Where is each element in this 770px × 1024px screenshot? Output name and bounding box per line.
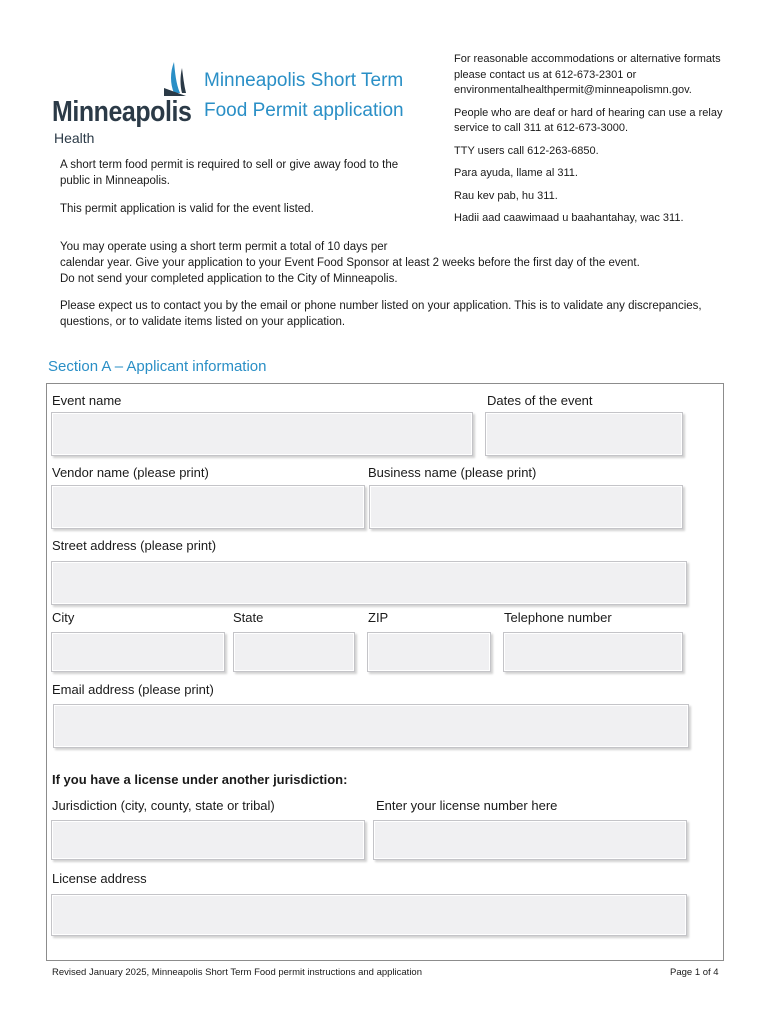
zip-label: ZIP (368, 610, 389, 625)
instructions-text (60, 239, 740, 341)
city-input[interactable] (51, 632, 225, 672)
vendor-name-label: Vendor name (please print) (52, 465, 209, 480)
license-number-label: Enter your license number here (376, 798, 558, 813)
contact-info (454, 52, 754, 234)
email-label: Email address (please print) (52, 682, 214, 697)
instructions-line-2: calendar year. Give your application to your Event Food Sponsor at least 2 weeks before the first day of the event. (60, 257, 640, 269)
intro-paragraph-1: A short term food permit is required to sell or give away food to the public in Minneapolis. (60, 159, 399, 187)
instructions-paragraph-1 (60, 239, 740, 287)
hmong-help-text: Rau kev pab, hu 311. (454, 189, 558, 202)
other-jurisdiction-heading: If you have a license under another jurisdiction: (52, 772, 348, 787)
tty-text: TTY users call 612-263-6850. (454, 144, 599, 157)
page-title-line1: Minneapolis Short Term (204, 70, 404, 91)
street-address-label: Street address (please print) (52, 538, 217, 553)
event-dates-input[interactable] (485, 412, 683, 456)
instructions-line-3: Do not send your completed application to the City of Minneapolis. (60, 273, 398, 285)
page-title (204, 66, 404, 126)
jurisdiction-label: Jurisdiction (city, county, state or tribal) (52, 798, 275, 813)
minneapolis-health-logo (52, 58, 212, 148)
license-address-label: License address (52, 871, 147, 886)
email-input[interactable] (53, 704, 689, 748)
event-dates-label: Dates of the event (487, 393, 593, 408)
vendor-name-input[interactable] (51, 485, 365, 529)
state-label: State (233, 610, 264, 625)
intro-paragraph-2: This permit application is valid for the event listed. (60, 203, 314, 215)
zip-input[interactable] (367, 632, 491, 672)
business-name-label: Business name (please print) (368, 465, 537, 480)
spanish-help-text: Para ayuda, llame al 311. (454, 167, 578, 179)
logo-name: Minneapolis (52, 96, 192, 128)
footer-revision: Revised January 2025, Minneapolis Short Term Food permit instructions and application (52, 967, 422, 978)
somali-help-text: Hadii aad caawimaad u baahantahay, wac 311. (454, 212, 684, 224)
event-name-label: Event name (52, 393, 122, 408)
event-name-input[interactable] (51, 412, 473, 456)
logo-sail-icon (160, 60, 188, 96)
business-name-input[interactable] (369, 485, 683, 529)
footer-page-number: Page 1 of 4 (670, 967, 719, 978)
city-label: City (52, 610, 75, 625)
jurisdiction-input[interactable] (51, 820, 365, 860)
telephone-input[interactable] (503, 632, 683, 672)
telephone-label: Telephone number (504, 610, 612, 625)
logo-subtitle: Health (54, 130, 95, 146)
applicant-form (46, 383, 724, 961)
license-number-input[interactable] (373, 820, 687, 860)
street-address-input[interactable] (51, 561, 687, 605)
section-a-title: Section A – Applicant information (48, 358, 267, 375)
state-input[interactable] (233, 632, 355, 672)
intro-text (60, 157, 430, 229)
license-address-input[interactable] (51, 894, 687, 936)
instructions-paragraph-2: Please expect us to contact you by the email or phone number listed on your application. This is to validate any discrepancies, questions, or to validate items listed on your application. (60, 300, 702, 328)
relay-service-text: People who are deaf or hard of hearing can use a relay service to call 311 at 612-673-3000. (454, 106, 723, 134)
page-title-line2: Food Permit application (204, 100, 404, 121)
instructions-line-1: You may operate using a short term permit a total of 10 days per (60, 241, 388, 253)
accommodations-text: For reasonable accommodations or alternative formats please contact us at 612-673-2301 or environmentalhealthpermit@minneapolismn.gov. (454, 53, 721, 96)
